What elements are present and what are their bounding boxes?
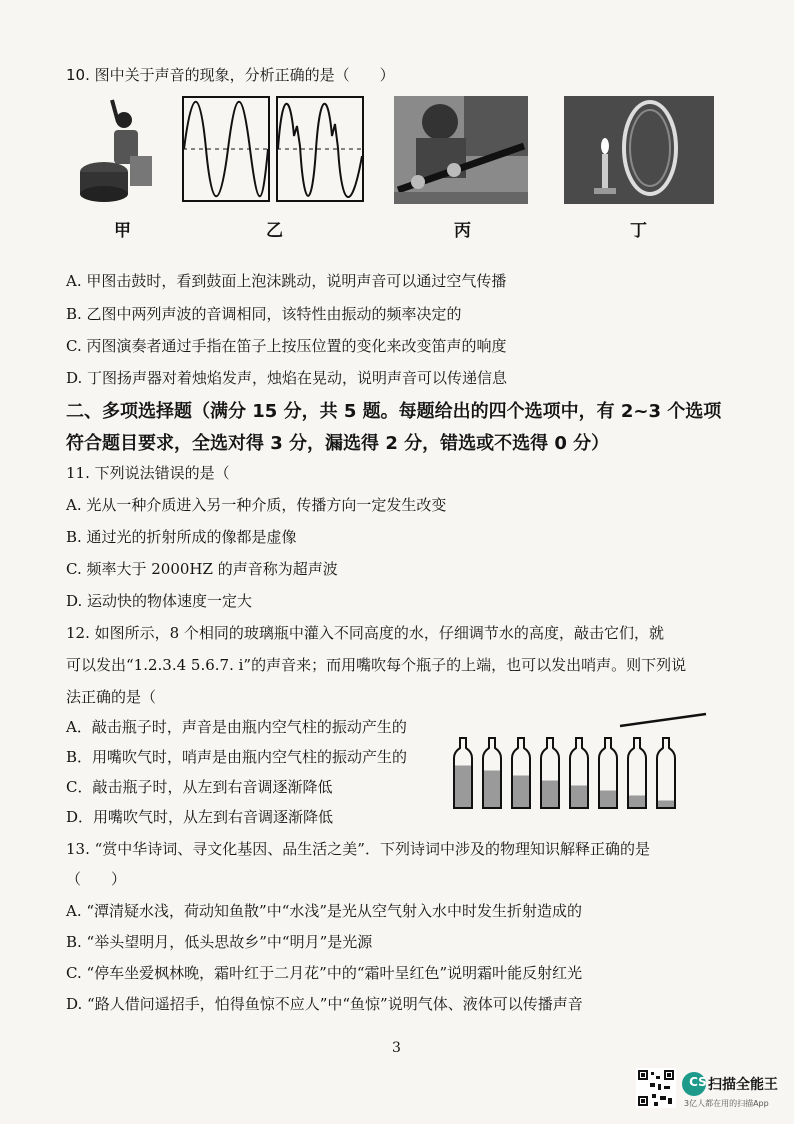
bottle-water	[658, 801, 674, 809]
q12-option-d: D．用嘴吹气时，从左到右音调逐渐降低	[66, 808, 334, 826]
bottle-water	[600, 791, 616, 809]
bottle-7	[628, 738, 646, 808]
bottle-4	[541, 738, 559, 808]
q10-option-b: B. 乙图中两列声波的音调相同，该特性由振动的频率决定的	[66, 305, 462, 323]
bottle-water	[513, 776, 529, 809]
q13-stem-line2: （ ）	[66, 870, 127, 888]
figure-label-jia: 甲	[114, 221, 131, 241]
page-number: 3	[392, 1040, 401, 1056]
cs-logo-text: CS	[689, 1075, 707, 1089]
bottle-water	[571, 786, 587, 809]
bottle-water	[629, 796, 645, 809]
q11-option-d: D. 运动快的物体速度一定大	[66, 592, 253, 610]
scanner-app-tagline: 3亿人都在用的扫描App	[684, 1099, 769, 1108]
q11-option-a: A. 光从一种介质进入另一种介质，传播方向一定发生改变	[66, 496, 447, 514]
q12-stem-line1: 12. 如图所示，8 个相同的玻璃瓶中灌入不同高度的水，仔细调节水的高度，敲击它们，就	[66, 624, 664, 642]
figure-label-bing: 丙	[454, 221, 471, 241]
q13-option-a: A. “潭清疑水浅，荷动知鱼散”中“水浅”是光从空气射入水中时发生折射造成的	[66, 902, 583, 920]
q12-stem-line2: 可以发出“1.2.3.4 5.6.7. i”的声音来；而用嘴吹每个瓶子的上端，也可以发出哨声。则下列说	[66, 656, 687, 674]
figure-label-ding: 丁	[630, 221, 647, 241]
figure-label-yi: 乙	[266, 221, 283, 241]
q13-stem-line1: 13. “赏中华诗词、寻文化基因、品生活之美”．下列诗词中涉及的物理知识解释正确的是	[66, 840, 650, 858]
bottle-8	[657, 738, 675, 808]
bottle-5	[570, 738, 588, 808]
section-heading-line2: 符合题目要求，全选对得 3 分，漏选得 2 分，错选或不选得 0 分）	[66, 433, 610, 454]
q13-option-c: C. “停车坐爱枫林晚，霜叶红于二月花”中的“霜叶呈红色”说明霜叶能反射红光	[66, 964, 583, 982]
pen-mark	[618, 710, 708, 730]
figure-glass-bottles	[450, 736, 686, 810]
q10-option-c: C. 丙图演奏者通过手指在笛子上按压位置的变化来改变笛声的响度	[66, 337, 507, 355]
bottle-1	[454, 738, 472, 808]
figure-sound-waves	[182, 96, 366, 204]
figure-drum-drummer	[78, 96, 156, 204]
q10-stem: 10. 图中关于声音的现象，分析正确的是（ ）	[66, 66, 395, 84]
bottle-water	[542, 781, 558, 809]
scanner-app-name: 扫描全能王	[708, 1077, 778, 1093]
q12-option-b: B．用嘴吹气时，哨声是由瓶内空气柱的振动产生的	[66, 748, 408, 766]
q12-option-c: C．敲击瓶子时，从左到右音调逐渐降低	[66, 778, 333, 796]
bottle-3	[512, 738, 530, 808]
figure-speaker-candle	[564, 96, 714, 204]
q13-option-d: D. “路人借问遥招手，怕得鱼惊不应人”中“鱼惊”说明气体、液体可以传播声音	[66, 995, 583, 1013]
q13-option-b: B. “举头望明月，低头思故乡”中“明月”是光源	[66, 933, 373, 951]
q12-stem-line3: 法正确的是（	[66, 688, 157, 706]
q10-option-a: A. 甲图击鼓时，看到鼓面上泡沫跳动，说明声音可以通过空气传播	[66, 272, 507, 290]
q12-option-a: A．敲击瓶子时，声音是由瓶内空气柱的振动产生的	[66, 718, 407, 736]
section-heading-line1: 二、多项选择题（满分 15 分，共 5 题。每题给出的四个选项中，有 2~3 个选项	[66, 401, 722, 422]
bottle-6	[599, 738, 617, 808]
bottle-water	[484, 771, 500, 809]
q11-stem: 11. 下列说法错误的是（	[66, 464, 230, 482]
bottle-water	[455, 766, 471, 809]
q11-option-b: B. 通过光的折射所成的像都是虚像	[66, 528, 297, 546]
bottle-outline	[657, 738, 675, 808]
figure-flute-player	[394, 96, 528, 204]
q11-option-c: C. 频率大于 2000HZ 的声音称为超声波	[66, 560, 338, 578]
q10-option-d: D. 丁图扬声器对着烛焰发声，烛焰在晃动，说明声音可以传递信息	[66, 369, 508, 387]
bottle-2	[483, 738, 501, 808]
